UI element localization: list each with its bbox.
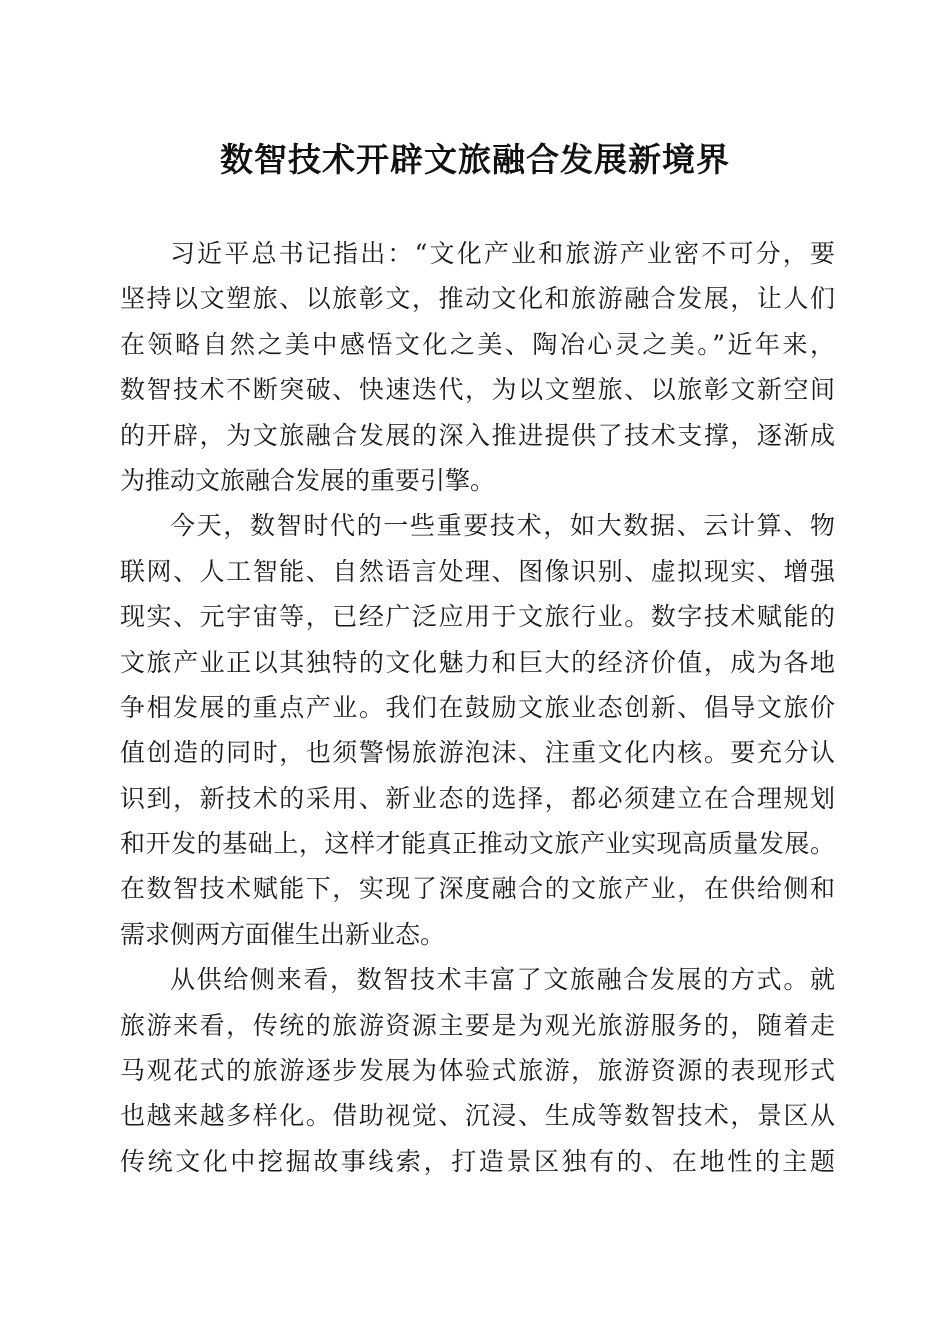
paragraph bbox=[120, 957, 835, 1184]
text-line: 旅游来看，传统的旅游资源主要是为观光旅游服务的，随着走 bbox=[120, 1010, 835, 1040]
text-line: 争相发展的重点产业。我们在鼓励文旅业态创新、倡导文旅价 bbox=[120, 692, 835, 722]
text-line: 现实、元宇宙等，已经广泛应用于文旅行业。数字技术赋能的 bbox=[120, 602, 835, 632]
text-line: 马观花式的旅游逐步发展为体验式旅游，旅游资源的表现形式 bbox=[120, 1056, 835, 1086]
text-line: 需求侧两方面催生出新业态。 bbox=[120, 919, 446, 949]
text-line: 在数智技术赋能下，实现了深度融合的文旅产业，在供给侧和 bbox=[120, 874, 835, 904]
document-body bbox=[120, 231, 835, 1184]
text-line: 在领略自然之美中感悟文化之美、陶冶心灵之美。”近年来， bbox=[120, 329, 835, 359]
text-line: 联网、人工智能、自然语言处理、图像识别、虚拟现实、增强 bbox=[120, 556, 835, 586]
text-line: 文旅产业正以其独特的文化魅力和巨大的经济价值，成为各地 bbox=[120, 647, 835, 677]
text-line: 的开辟，为文旅融合发展的深入推进提供了技术支撑，逐渐成 bbox=[120, 420, 835, 450]
text-line: 习近平总书记指出：“文化产业和旅游产业密不可分，要 bbox=[170, 239, 835, 268]
text-line: 也越来越多样化。借助视觉、沉浸、生成等数智技术，景区从 bbox=[120, 1101, 835, 1131]
document-title: 数智技术开辟文旅融合发展新境界 bbox=[220, 140, 730, 179]
text-line: 和开发的基础上，这样才能真正推动文旅产业实现高质量发展。 bbox=[120, 829, 835, 859]
paragraph bbox=[120, 503, 835, 957]
text-line: 值创造的同时，也须警惕旅游泡沫、注重文化内核。要充分认 bbox=[120, 738, 835, 768]
text-line: 为推动文旅融合发展的重要引擎。 bbox=[120, 465, 496, 495]
text-line: 从供给侧来看，数智技术丰富了文旅融合发展的方式。就 bbox=[170, 965, 835, 995]
paragraph bbox=[120, 231, 835, 503]
text-line: 识到，新技术的采用、新业态的选择，都必须建立在合理规划 bbox=[120, 783, 835, 813]
text-line: 坚持以文塑旅、以旅彰文，推动文化和旅游融合发展，让人们 bbox=[120, 284, 835, 314]
text-line: 今天，数智时代的一些重要技术，如大数据、云计算、物 bbox=[170, 511, 835, 541]
text-line: 数智技术不断突破、快速迭代，为以文塑旅、以旅彰文新空间 bbox=[120, 375, 835, 405]
text-line: 传统文化中挖掘故事线索，打造景区独有的、在地性的主题 bbox=[120, 1146, 835, 1176]
